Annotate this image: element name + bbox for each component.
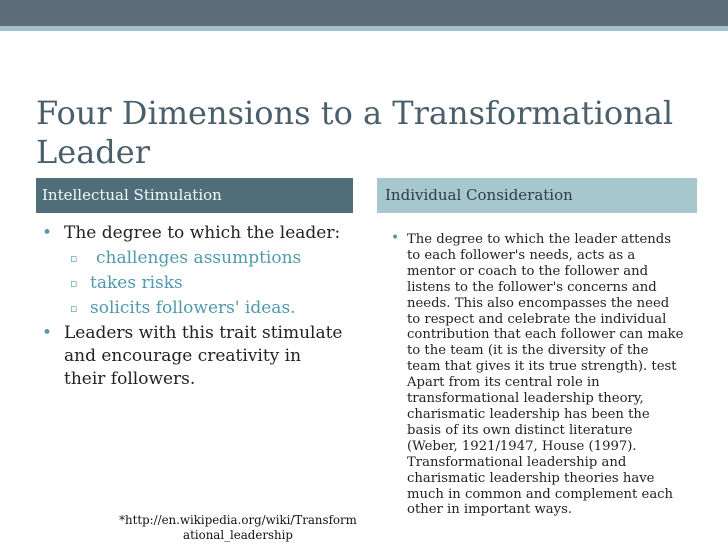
sub-bullet-item	[36, 247, 346, 270]
bullet-item	[36, 222, 346, 245]
slide-title	[36, 94, 696, 172]
bullet-dot-icon: •	[42, 323, 53, 343]
top-banner	[0, 0, 728, 26]
footnote-line-1: *http://en.wikipedia.org/wiki/Transform	[119, 513, 357, 527]
sub-bullet-text: solicits followers' ideas.	[90, 298, 296, 318]
sub-bullet-text: takes risks	[90, 273, 183, 293]
sub-bullet-item	[36, 297, 346, 320]
left-content	[36, 222, 346, 391]
right-content	[385, 232, 685, 518]
square-bullet-icon: ▫	[70, 277, 78, 290]
bullet-dot-icon: •	[391, 230, 400, 246]
top-banner-accent-line	[0, 26, 728, 31]
bullet-text: Leaders with this trait stimulate and encourage creativity in their followers.	[64, 323, 343, 389]
square-bullet-icon: ▫	[70, 302, 78, 315]
footnote-line-2: ational_leadership	[183, 528, 293, 542]
bullet-item	[36, 322, 346, 391]
intellectual-stimulation-header: Intellectual Stimulation	[36, 178, 353, 213]
bullet-item	[385, 232, 685, 518]
individual-consideration-header: Individual Consideration	[377, 178, 697, 213]
sub-bullet-text: challenges assumptions	[96, 248, 302, 268]
bullet-text: The degree to which the leader:	[64, 223, 341, 243]
slide-title-line-2: Leader	[36, 133, 150, 171]
sub-bullet-item	[36, 272, 346, 295]
square-bullet-icon: ▫	[70, 252, 78, 265]
bullet-text: The degree to which the leader attends to each follower's needs, acts as a mentor or coach to the follower and listens to the follower's concerns and needs. This also encompasses the need to respect and celebrate the individual contribution that each follower can make to the team (it is the diversity of the team that gives it its true strength). test Apart from its central role in transformational leadership theory, charismatic leadership has been the basis of its own distinct literature (Weber, 1921/1947, House (1997). Transformational leadership and charismatic leadership theories have much in common and complement each other in important ways.	[407, 232, 684, 518]
slide-title-line-1: Four Dimensions to a Transformational	[36, 94, 674, 132]
source-footnote	[112, 513, 364, 543]
bullet-dot-icon: •	[42, 223, 53, 243]
